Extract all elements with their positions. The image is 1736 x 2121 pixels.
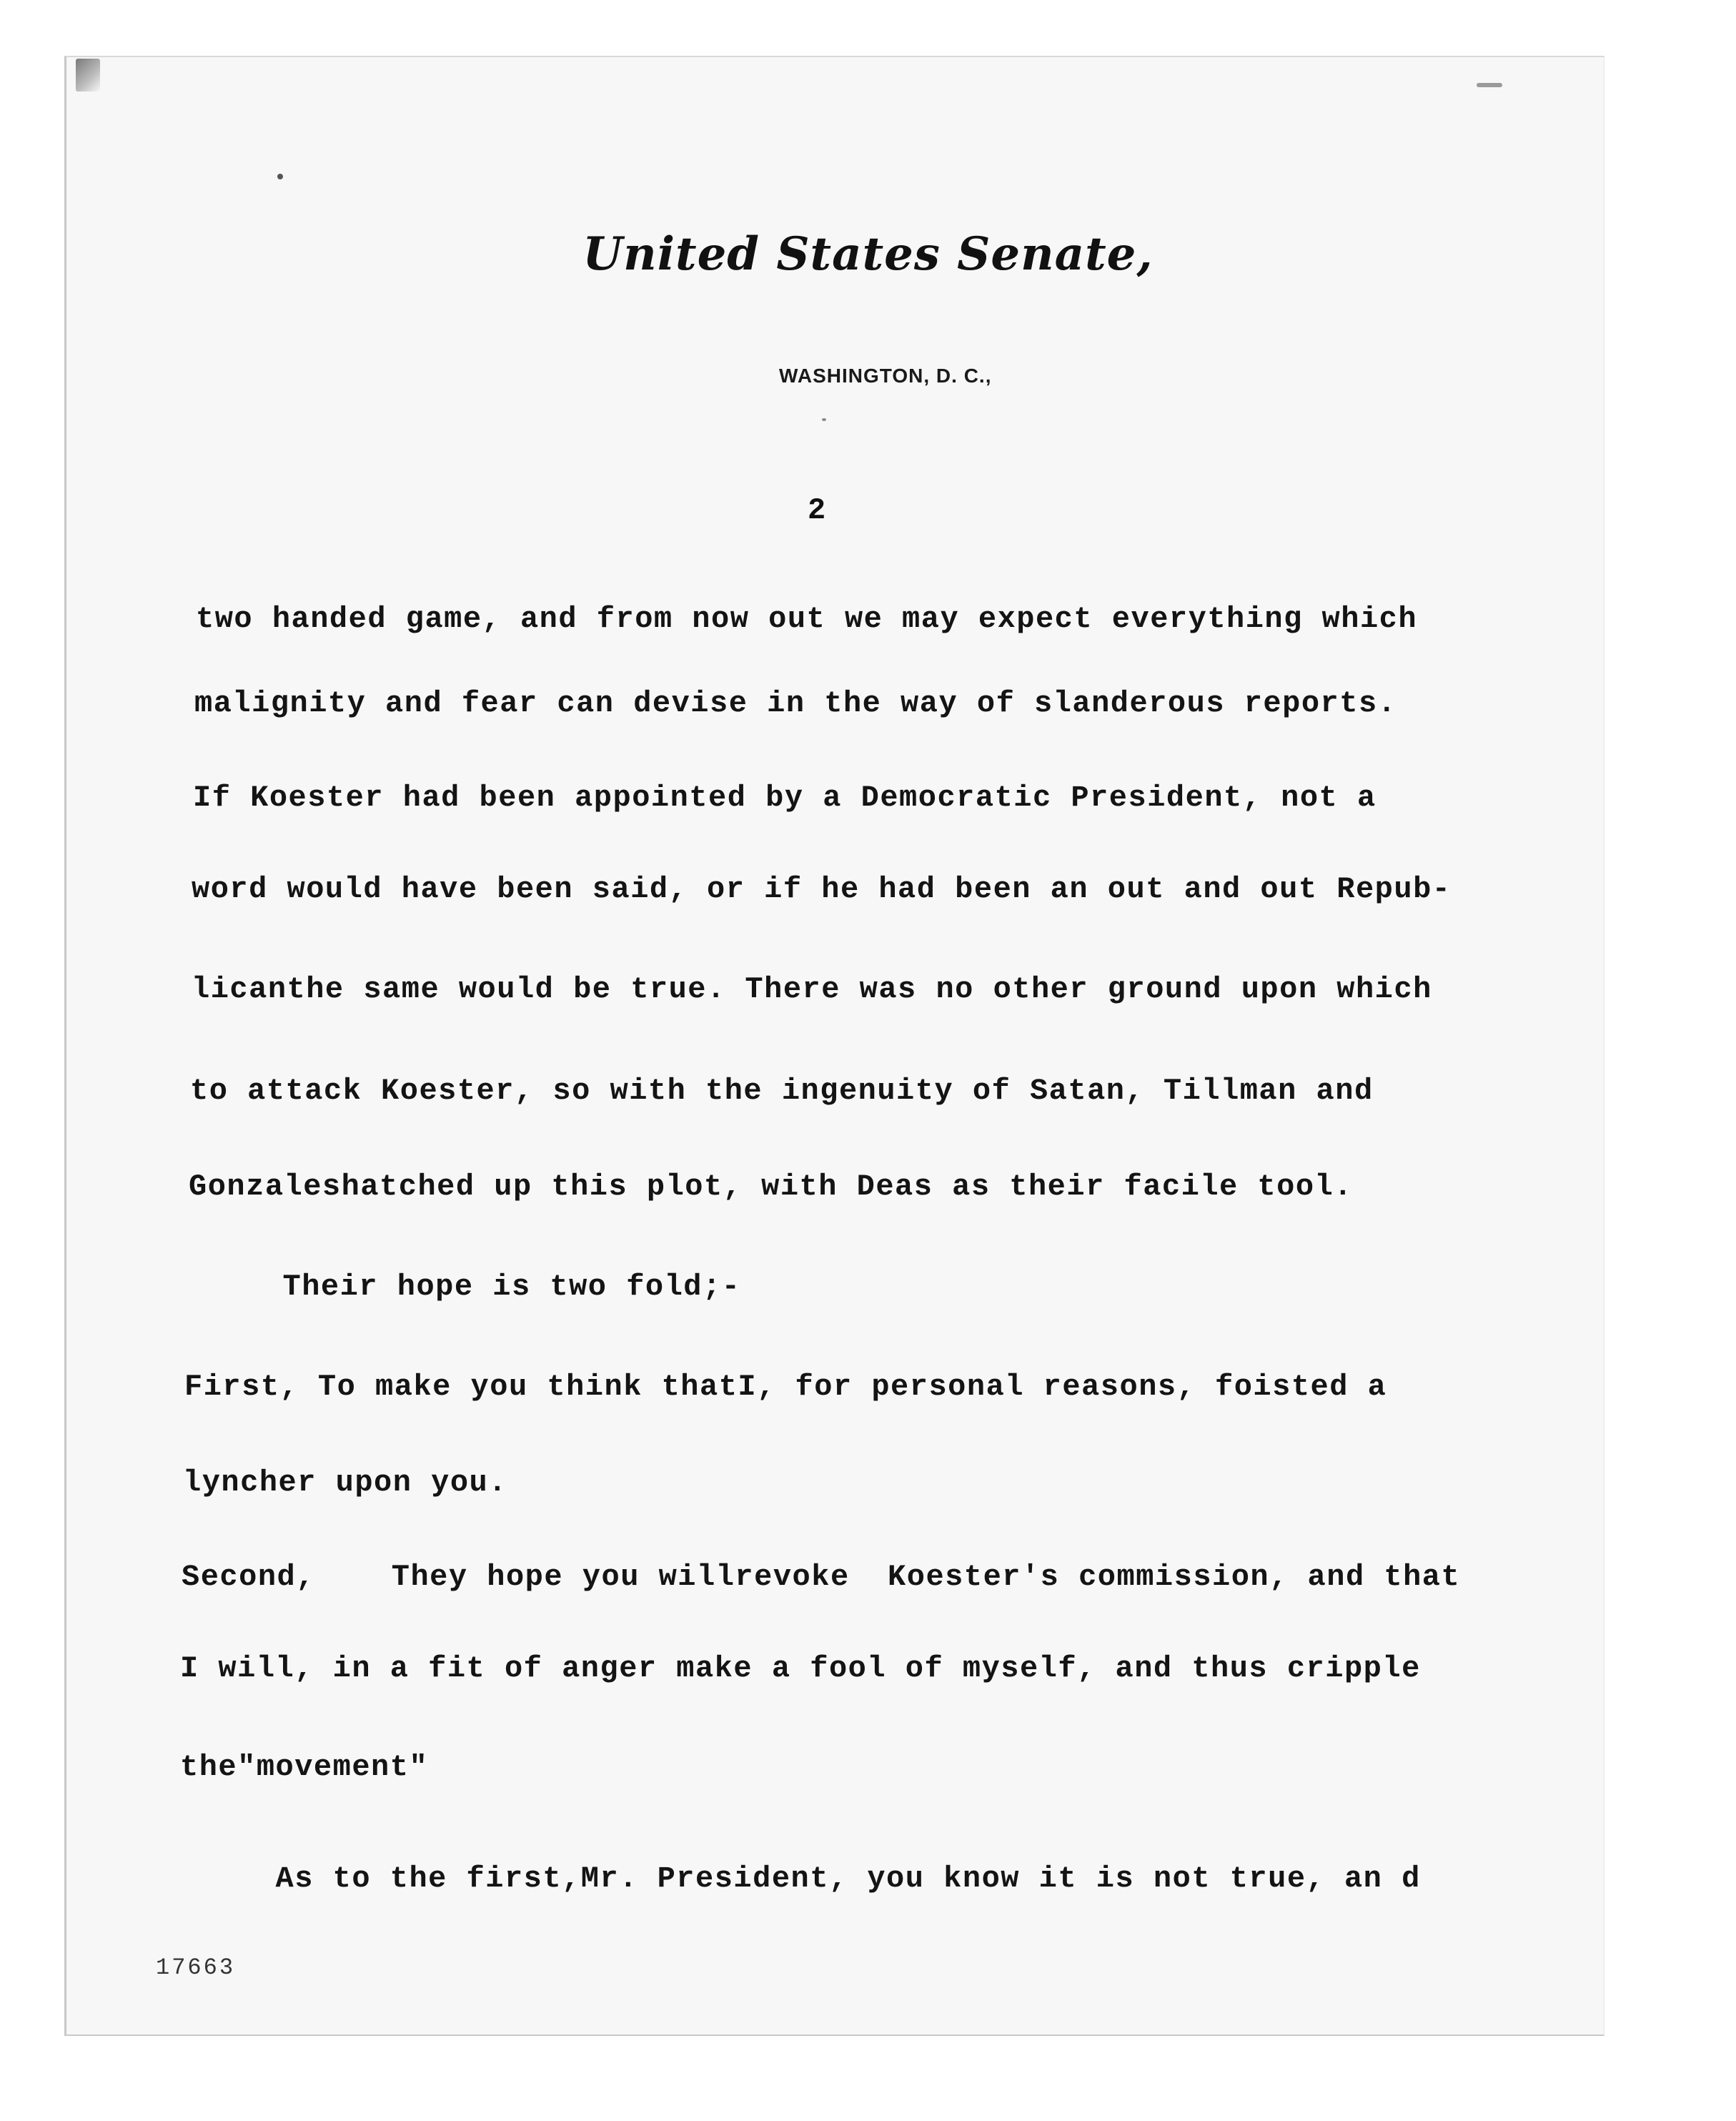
body-line-10: lyncher upon you. — [183, 1465, 507, 1500]
body-line-6: to attack Koester, so with the ingenuity of Satan, Tillman and — [190, 1074, 1374, 1108]
page-number: 2 — [808, 493, 826, 528]
body-line-11: Second, They hope you willrevoke Koester's commission, and that — [182, 1560, 1461, 1594]
ink-speck — [277, 174, 283, 179]
body-line-13: the"movement" — [180, 1750, 429, 1784]
body-line-2: malignity and fear can devise in the way of slanderous reports. — [194, 686, 1397, 721]
letterhead-city: WASHINGTON, D. C., — [779, 365, 992, 387]
body-line-9: First, To make you think thatI, for personal reasons, foisted a — [184, 1370, 1387, 1404]
edge-mark — [1477, 83, 1502, 87]
body-line-7: Gonzaleshatched up this plot, with Deas as their facile tool. — [189, 1170, 1353, 1204]
body-line-5: licanthe same would be true. There was no other ground upon which — [192, 972, 1432, 1007]
body-line-12: I will, in a fit of anger make a fool of myself, and thus cripple — [180, 1651, 1421, 1686]
body-line-1: two handed game, and from now out we may expect everything which — [196, 602, 1418, 636]
body-line-14: As to the first,Mr. President, you know it is not true, an d — [180, 1862, 1421, 1896]
body-line-8: Their hope is two fold;- — [187, 1270, 741, 1304]
document-number: 17663 — [156, 1954, 236, 1981]
body-line-4: word would have been said, or if he had been an out and out Repub- — [192, 872, 1452, 906]
body-line-3: If Koester had been appointed by a Democratic President, not a — [193, 781, 1377, 815]
corner-smudge — [76, 59, 100, 92]
ink-speck — [822, 418, 826, 421]
letterhead-title: United States Senate, — [582, 227, 1154, 281]
document-page — [64, 56, 1604, 2036]
